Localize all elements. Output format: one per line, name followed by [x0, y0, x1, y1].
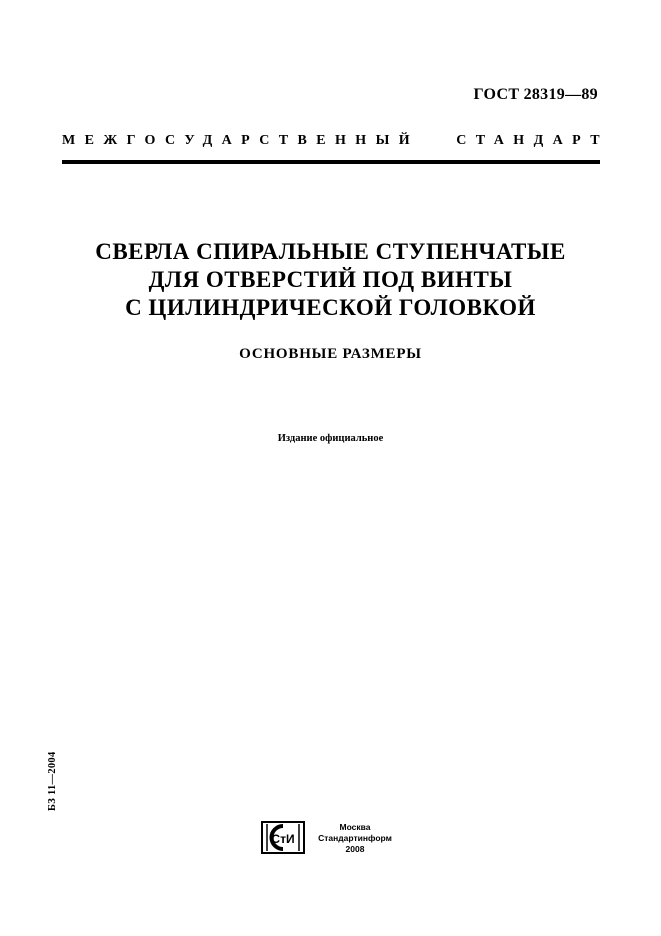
standartinform-logo-icon [261, 821, 305, 854]
title-line-2: ДЛЯ ОТВЕРСТИЙ ПОД ВИНТЫ [148, 267, 513, 292]
publication-year: 2008 [345, 844, 365, 854]
gost-number: ГОСТ 28319—89 [473, 86, 598, 103]
publisher-name: Стандартинформ [318, 833, 392, 843]
edition-note: Издание официальное [277, 433, 384, 444]
publisher-info [307, 822, 403, 855]
header-rule-divider [62, 160, 600, 164]
publisher-city: Москва [339, 822, 371, 832]
title-line-1: СВЕРЛА СПИРАЛЬНЫЕ СТУПЕНЧАТЫЕ [95, 239, 566, 264]
standard-type-word-interstate: МЕЖГОСУДАРСТВЕННЫЙ [62, 133, 420, 148]
logo-lettering: СтИ [271, 832, 295, 846]
standard-type-word-standard: СТАНДАРТ [456, 133, 609, 148]
document-title [40, 238, 621, 322]
title-line-3: С ЦИЛИНДРИЧЕСКОЙ ГОЛОВКОЙ [125, 295, 536, 320]
side-print-code: БЗ 11—2004 [47, 751, 58, 811]
document-subtitle: ОСНОВНЫЕ РАЗМЕРЫ [239, 346, 422, 362]
